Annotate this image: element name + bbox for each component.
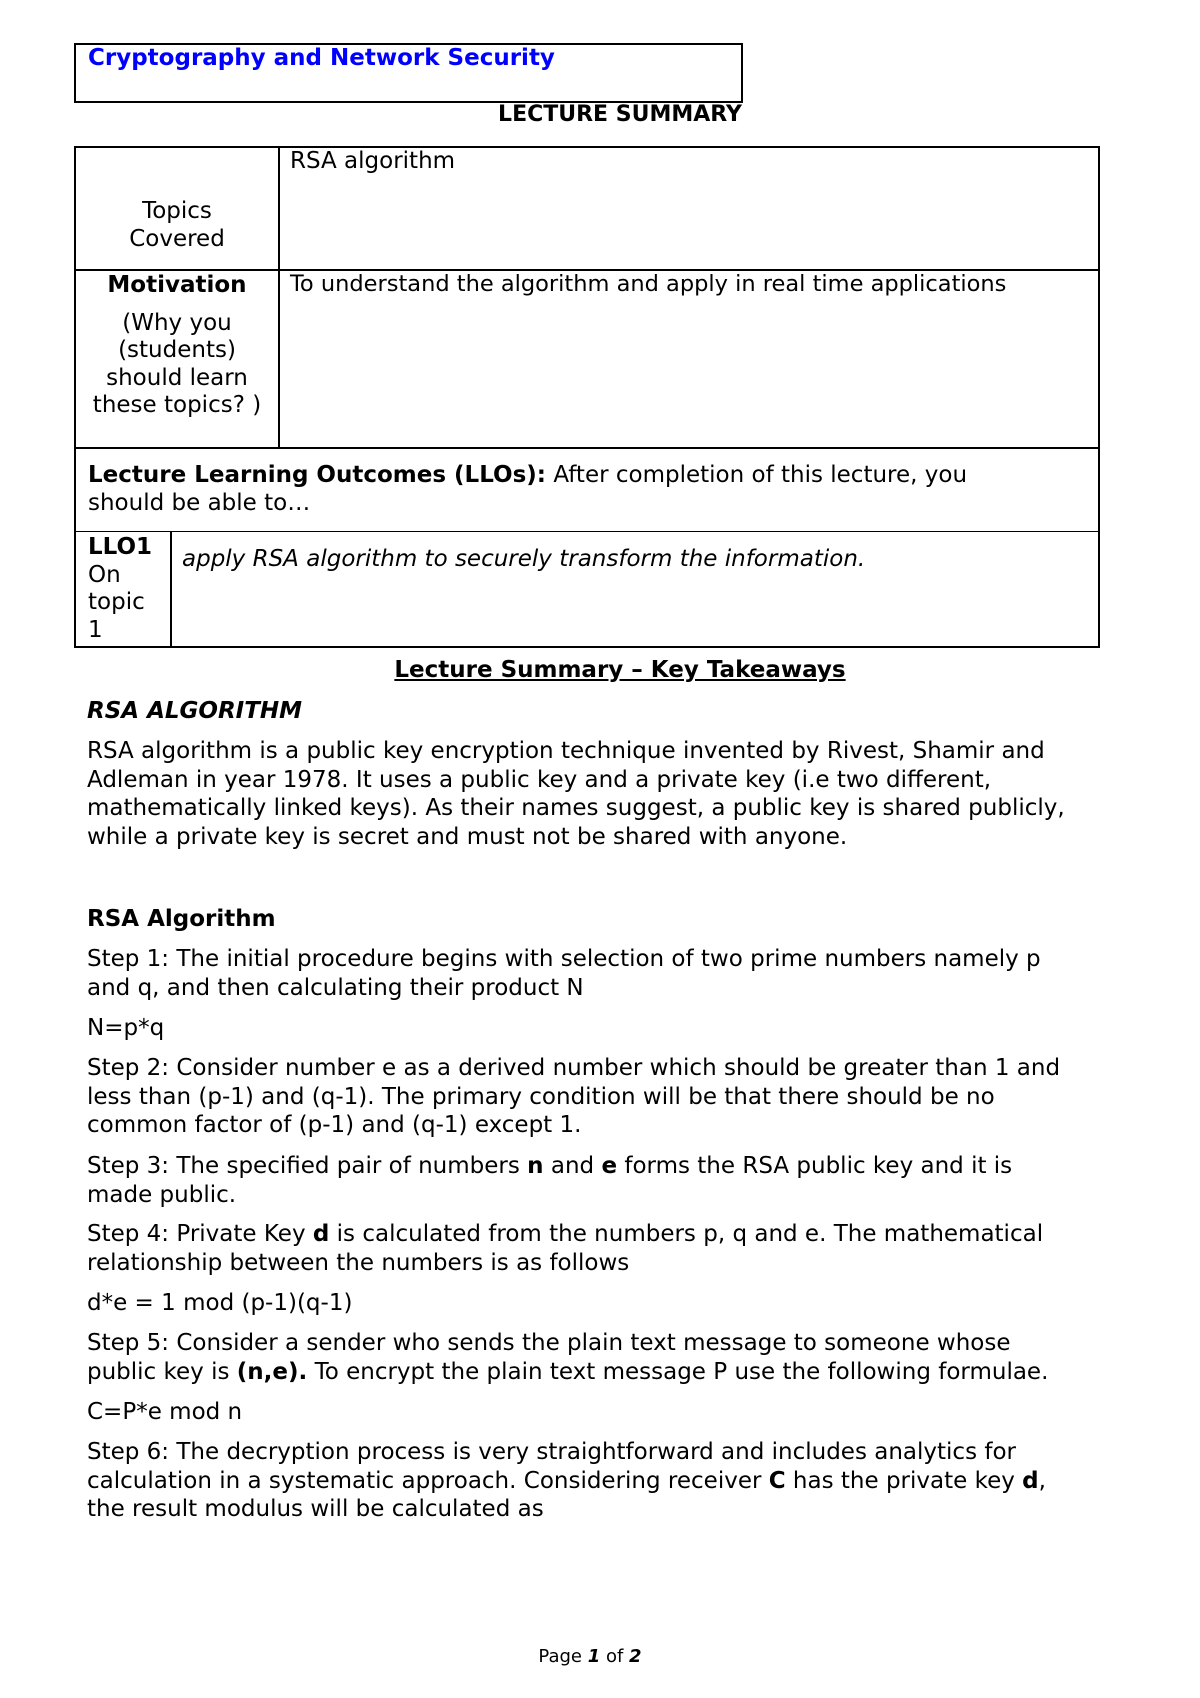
text-bold: (n,e).	[236, 1358, 308, 1385]
llo1-sub: 1	[88, 616, 103, 643]
motivation-sub: (students)	[118, 337, 236, 363]
lecture-table	[74, 146, 1100, 648]
formula-d: d*e = 1 mod (p-1)(q-1)	[87, 1290, 353, 1316]
text-line: while a private key is secret and must not be shared with anyone.	[87, 823, 848, 850]
text-line: relationship between the numbers is as follows	[87, 1249, 630, 1276]
text-line: made public.	[87, 1181, 237, 1208]
motivation-value: To understand the algorithm and apply in real time applications	[290, 271, 1007, 297]
text: ,	[1038, 1467, 1046, 1494]
llo-heading-bold: Lecture Learning Outcomes (LLOs):	[88, 462, 547, 488]
text: has the private key	[785, 1467, 1023, 1494]
text-bold: d	[312, 1221, 330, 1247]
text: To encrypt the plain text message P use the following formulae.	[307, 1358, 1049, 1385]
topics-value: RSA algorithm	[290, 148, 456, 174]
section-title: RSA Algorithm	[87, 906, 276, 932]
text: is calculated from the numbers p, q and e. The mathematical	[329, 1221, 1044, 1247]
step-2	[87, 1054, 1060, 1140]
step-5	[87, 1329, 1048, 1386]
llo1-sub: On	[88, 561, 121, 588]
text: public key is	[87, 1358, 237, 1385]
divider	[76, 447, 1098, 449]
text-line: Step 2: Consider number e as a derived number which should be greater than 1 and	[87, 1055, 1061, 1081]
llo1-title: LLO1	[88, 534, 153, 560]
motivation-sub: (Why you	[122, 309, 232, 336]
text: calculation in a systematic approach. Considering receiver	[87, 1467, 769, 1494]
divider	[170, 531, 172, 646]
text: 2	[629, 1646, 642, 1667]
llo1-label	[88, 534, 152, 644]
divider	[278, 148, 280, 447]
text-bold: n	[527, 1153, 544, 1179]
text-line: Adleman in year 1978. It uses a public key and a private key (i.e two different,	[87, 766, 992, 793]
text: Page	[538, 1646, 588, 1667]
text: 1	[587, 1646, 601, 1667]
text: of	[600, 1646, 630, 1667]
text-line: mathematically linked keys). As their names suggest, a public key is shared publicly,	[87, 795, 1065, 822]
text-bold: e	[601, 1153, 618, 1179]
motivation-title: Motivation	[107, 272, 247, 298]
intro-paragraph	[87, 737, 1065, 851]
text-line: Step 1: The initial procedure begins with selection of two prime numbers namely p	[87, 946, 1041, 972]
llo-heading-text: should be able to…	[88, 489, 311, 516]
text-line: Step 6: The decryption process is very straightforward and includes analytics for	[87, 1439, 1016, 1465]
section-title: RSA ALGORITHM	[87, 698, 303, 724]
divider	[76, 531, 1098, 532]
topics-label	[76, 198, 278, 253]
llo-heading-text: After completion of this lecture, you	[546, 462, 968, 488]
formula-c: C=P*e mod n	[87, 1399, 243, 1425]
text-line: common factor of (p-1) and (q-1) except 1.	[87, 1112, 582, 1139]
step-1	[87, 945, 1041, 1002]
text-line: RSA algorithm is a public key encryption technique invented by Rivest, Shamir and	[87, 738, 1045, 764]
text-line: less than (p-1) and (q-1). The primary condition will be that there should be no	[87, 1083, 995, 1110]
text-line: and q, and then calculating their product N	[87, 974, 584, 1001]
llo-heading	[88, 462, 967, 517]
text-line: Step 5: Consider a sender who sends the plain text message to someone whose	[87, 1330, 1011, 1356]
text: Step 3: The specified pair of numbers	[87, 1153, 528, 1179]
text-bold: d	[1022, 1467, 1039, 1494]
course-title-box	[74, 43, 743, 103]
motivation-sub: should learn	[106, 364, 248, 391]
step-3	[87, 1152, 1012, 1209]
page-number	[0, 1646, 1180, 1667]
text-line: the result modulus will be calculated as	[87, 1496, 544, 1523]
text: and	[543, 1153, 602, 1179]
step-6	[87, 1438, 1046, 1524]
motivation-label	[76, 272, 278, 420]
text-bold: C	[768, 1467, 786, 1494]
text: Step 4: Private Key	[87, 1221, 313, 1247]
course-title: Cryptography and Network Security	[88, 45, 555, 71]
formula-n: N=p*q	[87, 1015, 165, 1041]
llo1-sub: topic	[88, 589, 145, 615]
summary-heading: Lecture Summary – Key Takeaways	[394, 657, 846, 683]
topics-label-line: Covered	[129, 225, 225, 252]
text: forms the RSA public key and it is	[617, 1153, 1013, 1179]
topics-label-line: Topics	[142, 198, 212, 224]
doc-title: LECTURE SUMMARY	[498, 102, 742, 127]
llo1-value: apply RSA algorithm to securely transform the information.	[182, 546, 866, 572]
motivation-sub: these topics? )	[92, 392, 262, 418]
step-4	[87, 1220, 1043, 1277]
